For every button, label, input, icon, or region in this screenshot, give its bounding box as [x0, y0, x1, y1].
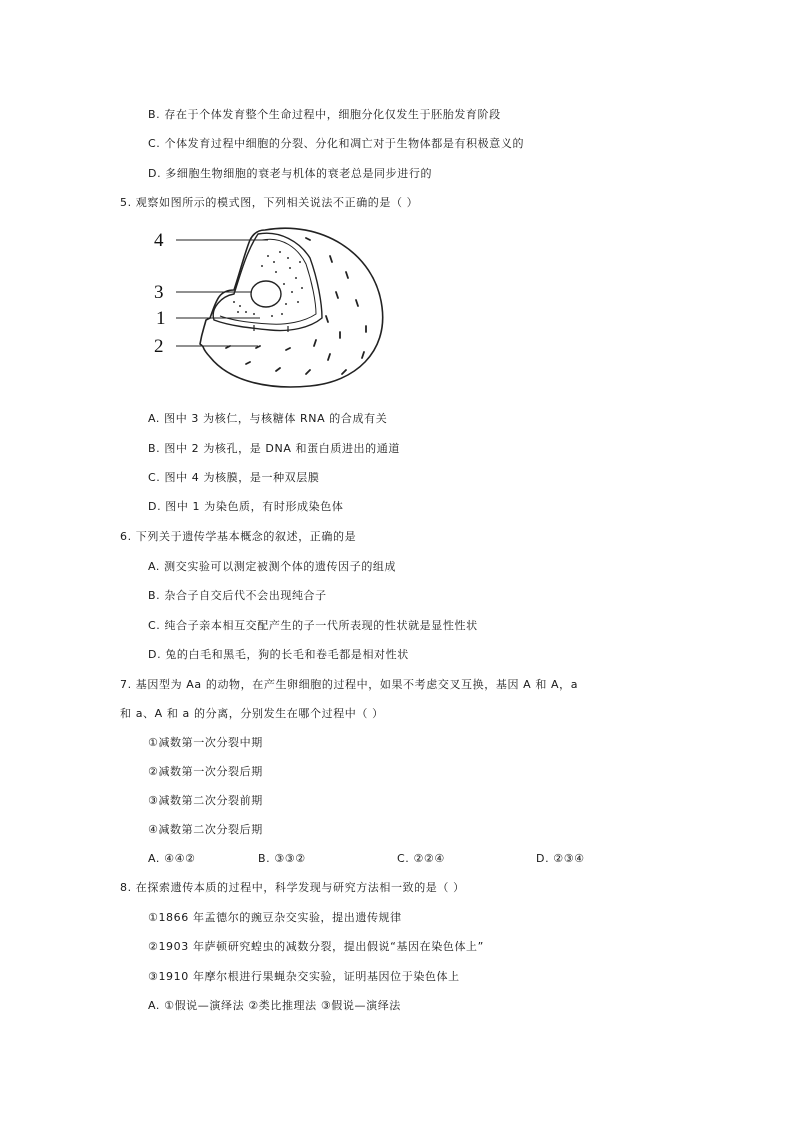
- q6-option-b: B. 杂合子自交后代不会出现纯合子: [148, 589, 327, 602]
- q7-answer-b: B. ③③②: [258, 852, 306, 865]
- q7-stem-line2: 和 a、A 和 a 的分离，分别发生在哪个过程中（ ）: [120, 707, 384, 720]
- q6-option-c: C. 纯合子亲本相互交配产生的子一代所表现的性状就是显性性状: [148, 619, 478, 632]
- q5-stem: 5. 观察如图所示的模式图，下列相关说法不正确的是（ ）: [120, 196, 419, 209]
- figure-label-2: 2: [154, 336, 164, 357]
- q4-option-c: C. 个体发育过程中细胞的分裂、分化和凋亡对于生物体都是有积极意义的: [148, 137, 525, 150]
- q6-option-d: D. 兔的白毛和黑毛，狗的长毛和卷毛都是相对性状: [148, 648, 409, 661]
- q8-item-3: ③1910 年摩尔根进行果蝇杂交实验，证明基因位于染色体上: [148, 970, 460, 983]
- q5-option-b: B. 图中 2 为核孔，是 DNA 和蛋白质进出的通道: [148, 442, 400, 455]
- nucleus-diagram: [150, 222, 390, 392]
- q8-item-1: ①1866 年孟德尔的豌豆杂交实验，提出遗传规律: [148, 911, 402, 924]
- q6-stem: 6. 下列关于遗传学基本概念的叙述，正确的是: [120, 530, 357, 543]
- figure-label-1: 1: [156, 308, 166, 329]
- q7-item-3: ③减数第二次分裂前期: [148, 794, 263, 807]
- q8-option-a: A. ①假说—演绎法 ②类比推理法 ③假说—演绎法: [148, 999, 401, 1012]
- figure-label-4: 4: [154, 230, 164, 251]
- q7-item-4: ④减数第二次分裂后期: [148, 823, 263, 836]
- q5-option-d: D. 图中 1 为染色质，有时形成染色体: [148, 500, 344, 513]
- q4-option-d: D. 多细胞生物细胞的衰老与机体的衰老总是同步进行的: [148, 167, 433, 180]
- figure-label-3: 3: [154, 282, 164, 303]
- q5-option-c: C. 图中 4 为核膜，是一种双层膜: [148, 471, 320, 484]
- q7-item-2: ②减数第一次分裂后期: [148, 765, 263, 778]
- q7-answer-c: C. ②②④: [397, 852, 445, 865]
- q7-answer-a: A. ④④②: [148, 852, 196, 865]
- q7-answer-d: D. ②③④: [536, 852, 585, 865]
- q5-option-a: A. 图中 3 为核仁，与核糖体 RNA 的合成有关: [148, 412, 388, 425]
- q8-item-2: ②1903 年萨顿研究蝗虫的减数分裂，提出假说“基因在染色体上”: [148, 940, 484, 953]
- q4-option-b: B. 存在于个体发育整个生命过程中，细胞分化仅发生于胚胎发育阶段: [148, 108, 501, 121]
- q7-stem-line1: 7. 基因型为 Aa 的动物，在产生卵细胞的过程中，如果不考虑交叉互换，基因 A 和 A，a: [120, 678, 579, 691]
- q6-option-a: A. 测交实验可以测定被测个体的遗传因子的组成: [148, 560, 397, 573]
- q7-item-1: ①减数第一次分裂中期: [148, 736, 263, 749]
- q8-stem: 8. 在探索遗传本质的过程中，科学发现与研究方法相一致的是（ ）: [120, 881, 465, 894]
